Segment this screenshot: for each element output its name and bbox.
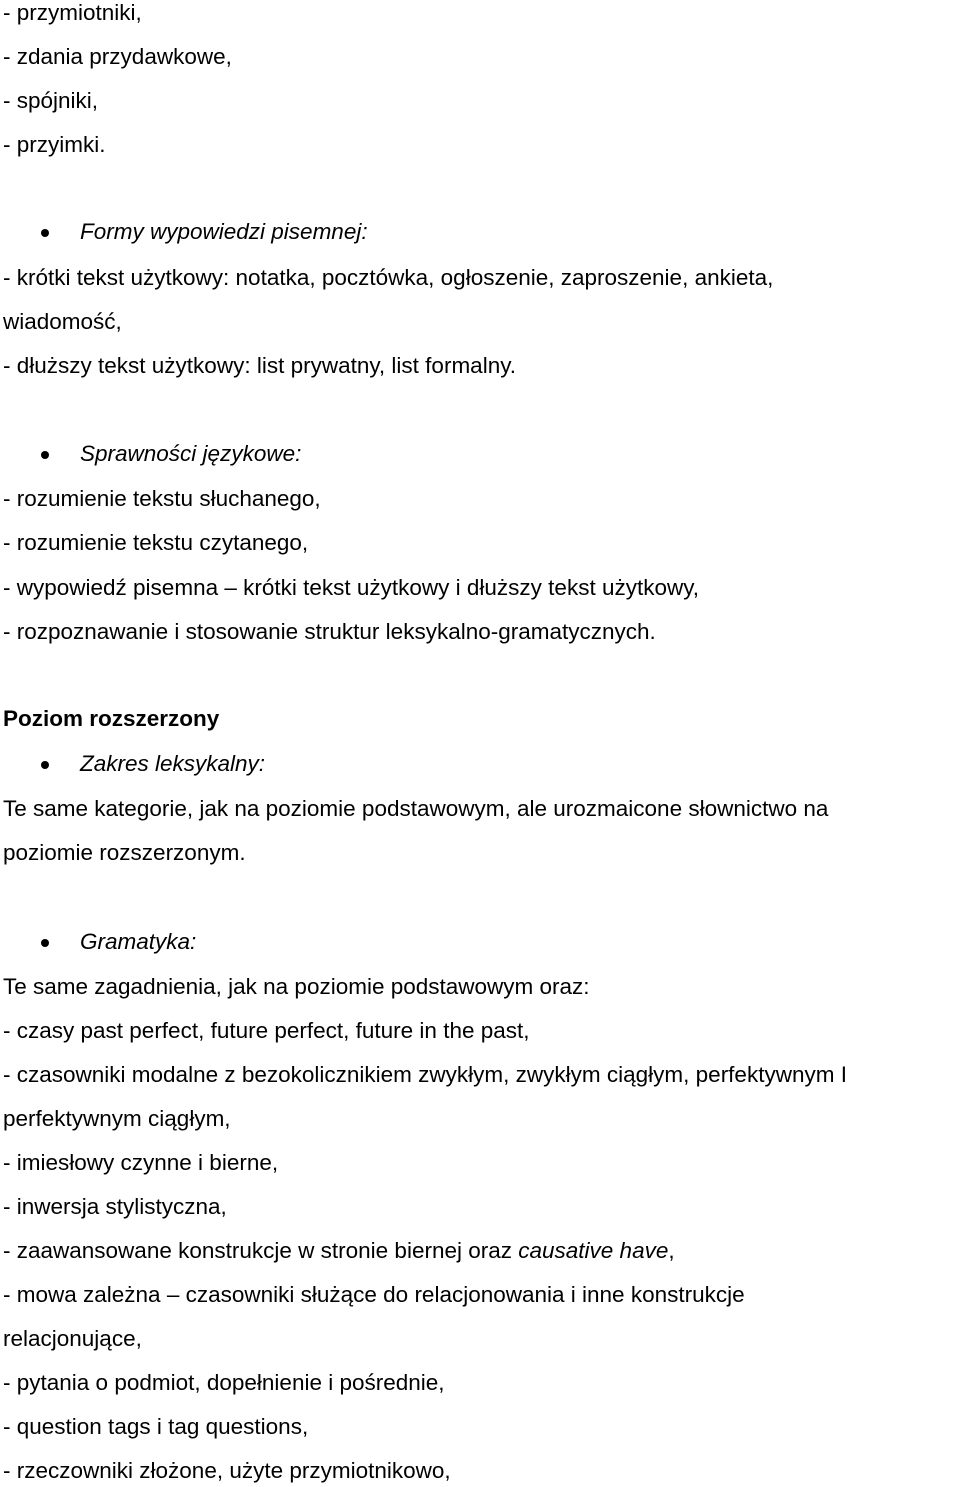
list-item: - spójniki, — [3, 88, 99, 113]
list-item — [3, 1238, 675, 1264]
list-item: - imiesłowy czynne i bierne, — [3, 1150, 279, 1175]
list-item-continuation: perfektywnym ciągłym, — [3, 1106, 231, 1131]
list-item: - przyimki. — [3, 132, 106, 157]
list-item-punct: , — [668, 1238, 675, 1263]
list-item-continuation: relacjonujące, — [3, 1326, 142, 1351]
list-item-text: - zaawansowane konstrukcje w stronie biernej oraz — [3, 1238, 519, 1263]
forms-line: - krótki tekst użytkowy: notatka, pocztówka, ogłoszenie, zaproszenie, ankieta, — [3, 265, 774, 290]
list-item: - czasy past perfect, future perfect, future in the past, — [3, 1018, 530, 1043]
bullet-icon — [41, 229, 49, 237]
forms-line: - dłuższy tekst użytkowy: list prywatny, list formalny. — [3, 353, 517, 378]
list-item: - question tags i tag questions, — [3, 1414, 309, 1439]
list-item: - rozumienie tekstu słuchanego, — [3, 486, 321, 511]
bullet-icon — [41, 451, 49, 459]
forms-line: wiadomość, — [3, 309, 122, 334]
list-item: - przymiotniki, — [3, 0, 142, 25]
grammar-intro: Te same zagadnienia, jak na poziomie podstawowym oraz: — [3, 974, 590, 999]
list-item: - zdania przydawkowe, — [3, 44, 232, 69]
lexical-line: Te same kategorie, jak na poziomie podstawowym, ale urozmaicone słownictwo na — [3, 796, 829, 821]
section-heading: Poziom rozszerzony — [3, 706, 220, 731]
list-item: - rozumienie tekstu czytanego, — [3, 530, 309, 555]
list-item: - czasowniki modalne z bezokolicznikiem zwykłym, zwykłym ciągłym, perfektywnym I — [3, 1062, 847, 1087]
lexical-line: poziomie rozszerzonym. — [3, 840, 246, 865]
list-item: - wypowiedź pisemna – krótki tekst użytkowy i dłuższy tekst użytkowy, — [3, 575, 700, 600]
bullet-icon — [41, 939, 49, 947]
bullet-icon — [41, 761, 49, 769]
list-item: - rozpoznawanie i stosowanie struktur leksykalno-gramatycznych. — [3, 619, 656, 644]
list-item: - inwersja stylistyczna, — [3, 1194, 227, 1219]
section-title-skills: Sprawności językowe: — [80, 441, 302, 466]
list-item: - rzeczowniki złożone, użyte przymiotnikowo, — [3, 1458, 451, 1483]
list-item: - pytania o podmiot, dopełnienie i pośrednie, — [3, 1370, 445, 1395]
list-item: - mowa zależna – czasowniki służące do relacjonowania i inne konstrukcje — [3, 1282, 745, 1307]
section-title-grammar: Gramatyka: — [80, 929, 197, 954]
section-title-lexical: Zakres leksykalny: — [80, 751, 266, 776]
list-item-italic-term: causative have — [518, 1238, 669, 1263]
section-title-forms: Formy wypowiedzi pisemnej: — [80, 219, 368, 244]
